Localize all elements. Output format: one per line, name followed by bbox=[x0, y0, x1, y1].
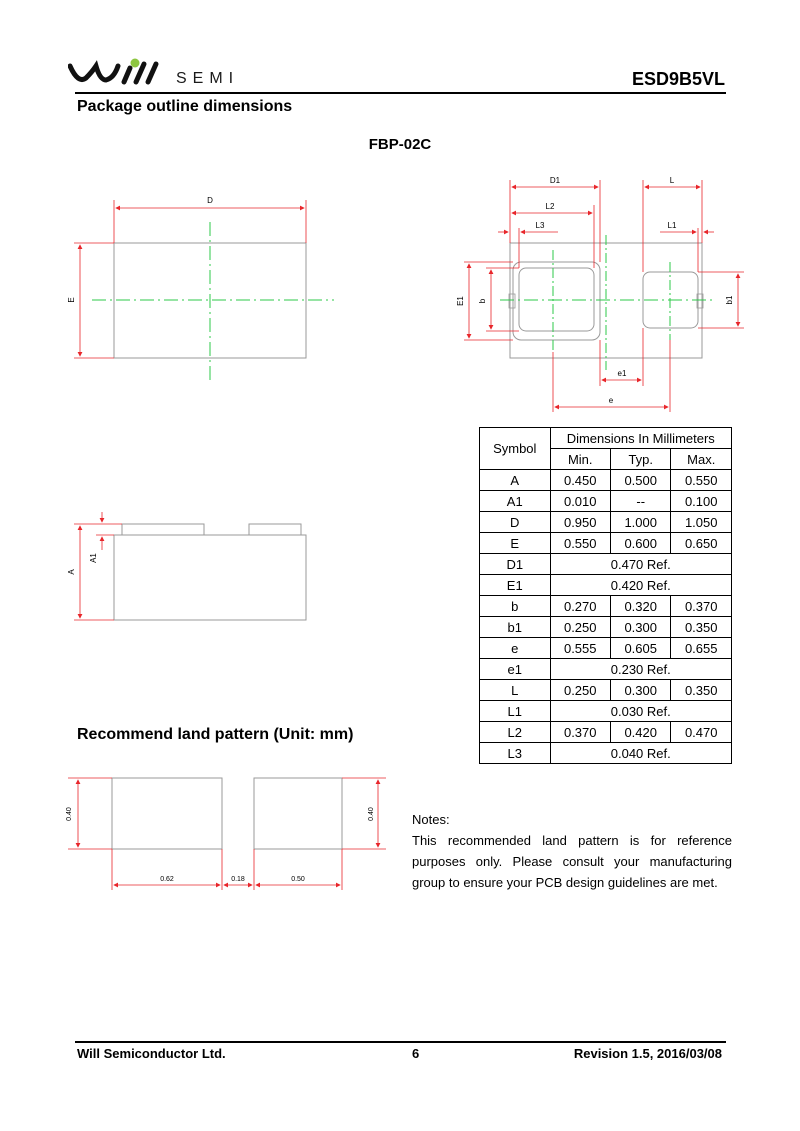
land-gap-label: 0.18 bbox=[231, 876, 245, 883]
ref-cell: 0.470 Ref. bbox=[550, 554, 732, 575]
land-height-left-label: 0.40 bbox=[66, 807, 73, 821]
footer-revision: Revision 1.5, 2016/03/08 bbox=[573, 1046, 722, 1061]
table-row bbox=[480, 743, 732, 764]
max-cell: 0.350 bbox=[671, 617, 732, 638]
table-row bbox=[480, 617, 732, 638]
typ-cell: 0.300 bbox=[610, 617, 670, 638]
max-header: Max. bbox=[671, 449, 732, 470]
symbol-cell: A bbox=[480, 470, 551, 491]
symbol-cell: e bbox=[480, 638, 551, 659]
table-row bbox=[480, 491, 732, 512]
dim-l3-label: L3 bbox=[535, 221, 545, 230]
ref-cell: 0.040 Ref. bbox=[550, 743, 732, 764]
min-cell: 0.370 bbox=[550, 722, 610, 743]
symbol-cell: E1 bbox=[480, 575, 551, 596]
notes-title: Notes: bbox=[412, 812, 450, 827]
bottom-view bbox=[456, 176, 744, 412]
dim-a-label: A bbox=[67, 569, 76, 575]
side-view bbox=[67, 512, 306, 620]
dim-b1-label: b1 bbox=[725, 295, 734, 305]
min-cell: 0.250 bbox=[550, 617, 610, 638]
min-cell: 0.450 bbox=[550, 470, 610, 491]
max-cell: 0.650 bbox=[671, 533, 732, 554]
land-pad1-width-label: 0.62 bbox=[160, 876, 174, 883]
top-view bbox=[67, 196, 334, 382]
min-cell: 0.950 bbox=[550, 512, 610, 533]
dim-b-label: b bbox=[478, 298, 487, 304]
footer-company: Will Semiconductor Ltd. bbox=[77, 1046, 226, 1061]
table-row bbox=[480, 512, 732, 533]
max-cell: 0.370 bbox=[671, 596, 732, 617]
table-row bbox=[480, 533, 732, 554]
dim-d1-label: D1 bbox=[549, 176, 561, 185]
max-cell: 0.100 bbox=[671, 491, 732, 512]
table-row bbox=[480, 701, 732, 722]
symbol-cell: e1 bbox=[480, 659, 551, 680]
typ-cell: 0.600 bbox=[610, 533, 670, 554]
dim-l2-label: L2 bbox=[545, 202, 555, 211]
typ-cell: -- bbox=[610, 491, 670, 512]
symbol-cell: b1 bbox=[480, 617, 551, 638]
symbol-cell: L1 bbox=[480, 701, 551, 722]
dim-e-pitch-label: e bbox=[608, 396, 614, 405]
land-pattern-drawing bbox=[66, 778, 386, 890]
footer-rule bbox=[75, 1041, 726, 1043]
max-cell: 0.350 bbox=[671, 680, 732, 701]
dim-l1-label: L1 bbox=[667, 221, 677, 230]
symbol-cell: A1 bbox=[480, 491, 551, 512]
min-cell: 0.250 bbox=[550, 680, 610, 701]
package-name: FBP-02C bbox=[368, 136, 432, 153]
logo-semi-text: SEMI bbox=[176, 70, 240, 87]
typ-cell: 0.320 bbox=[610, 596, 670, 617]
notes-text: This recommended land pattern is for reference purposes only. Please consult your manufacturing group to ensure your PCB design guidelines are met. bbox=[412, 833, 732, 890]
symbol-cell: L bbox=[480, 680, 551, 701]
symbol-cell: D bbox=[480, 512, 551, 533]
symbol-cell: E bbox=[480, 533, 551, 554]
table-row bbox=[480, 470, 732, 491]
ref-cell: 0.030 Ref. bbox=[550, 701, 732, 722]
table-row bbox=[480, 554, 732, 575]
typ-cell: 0.500 bbox=[610, 470, 670, 491]
table-row bbox=[480, 596, 732, 617]
max-cell: 1.050 bbox=[671, 512, 732, 533]
symbol-header: Symbol bbox=[480, 428, 551, 470]
min-cell: 0.555 bbox=[550, 638, 610, 659]
part-number: ESD9B5VL bbox=[631, 69, 725, 89]
table-row bbox=[480, 638, 732, 659]
ref-cell: 0.420 Ref. bbox=[550, 575, 732, 596]
ref-cell: 0.230 Ref. bbox=[550, 659, 732, 680]
notes bbox=[412, 809, 732, 893]
table-row bbox=[480, 680, 732, 701]
dim-e1-pitch-label: e1 bbox=[617, 369, 627, 378]
dim-e-label: E bbox=[67, 297, 76, 303]
typ-cell: 0.300 bbox=[610, 680, 670, 701]
min-cell: 0.550 bbox=[550, 533, 610, 554]
dimensions-table bbox=[479, 427, 732, 764]
symbol-cell: L2 bbox=[480, 722, 551, 743]
table-row bbox=[480, 575, 732, 596]
land-height-right-label: 0.40 bbox=[368, 807, 375, 821]
dim-a1-label: A1 bbox=[89, 553, 98, 563]
typ-header: Typ. bbox=[610, 449, 670, 470]
typ-cell: 0.605 bbox=[610, 638, 670, 659]
typ-cell: 0.420 bbox=[610, 722, 670, 743]
min-header: Min. bbox=[550, 449, 610, 470]
max-cell: 0.655 bbox=[671, 638, 732, 659]
page-title: Package outline dimensions bbox=[77, 98, 293, 115]
page-number: 6 bbox=[412, 1046, 420, 1061]
dim-e1-label: E1 bbox=[456, 296, 465, 306]
symbol-cell: b bbox=[480, 596, 551, 617]
min-cell: 0.010 bbox=[550, 491, 610, 512]
dims-header: Dimensions In Millimeters bbox=[550, 428, 732, 449]
typ-cell: 1.000 bbox=[610, 512, 670, 533]
max-cell: 0.550 bbox=[671, 470, 732, 491]
table-row bbox=[480, 722, 732, 743]
dim-l-label: L bbox=[669, 176, 675, 185]
symbol-cell: L3 bbox=[480, 743, 551, 764]
land-pad2-width-label: 0.50 bbox=[291, 876, 305, 883]
table-row bbox=[480, 659, 732, 680]
land-pattern-title: Recommend land pattern (Unit: mm) bbox=[77, 726, 354, 743]
symbol-cell: D1 bbox=[480, 554, 551, 575]
max-cell: 0.470 bbox=[671, 722, 732, 743]
min-cell: 0.270 bbox=[550, 596, 610, 617]
dim-d-label: D bbox=[207, 196, 213, 205]
